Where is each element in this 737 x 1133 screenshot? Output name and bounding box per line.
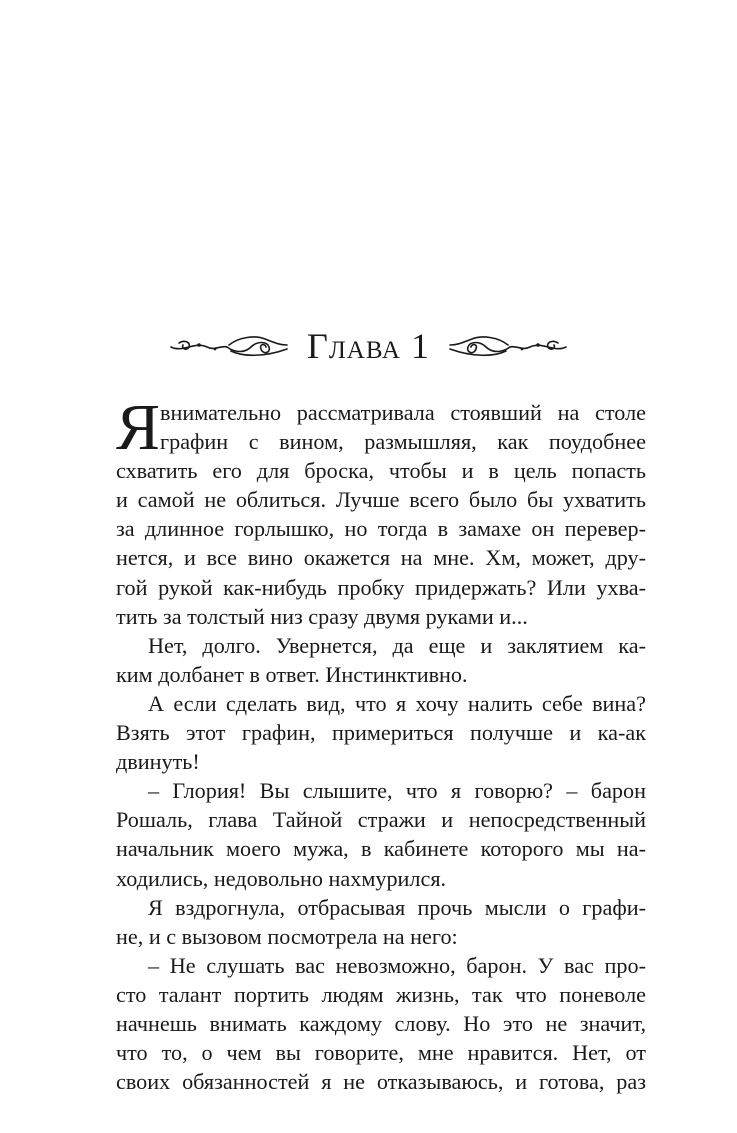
text-line: и самой не облиться. Лучше всего было бы ухватить [116, 487, 646, 513]
text-line: тить за толстый низ сразу двумя руками и... [116, 603, 528, 629]
text-line: гой рукой как-нибудь пробку придержать? Или ухва- [116, 574, 646, 600]
text-line: А если сделать вид, что я хочу налить себе вина? [148, 690, 646, 716]
text-line: Я вздрогнула, отбрасывая прочь мысли о графи- [148, 894, 646, 920]
text-line: за длинное горлышко, но тогда в замахе он перевер- [116, 516, 646, 542]
text-line: двинуть! [116, 749, 200, 775]
text-line: – Не слушать вас невозможно, барон. У вас про- [148, 952, 646, 978]
text-line: графин с вином, размышляя, как поудобнее [160, 429, 646, 455]
text-line: – Глория! Вы слышите, что я говорю? – барон [148, 778, 646, 804]
text-line: начальник моего мужа, в кабинете которого мы на- [116, 836, 646, 862]
left-flourish-ornament-icon [169, 331, 289, 361]
chapter-body-text [116, 391, 646, 1096]
text-line: внимательно рассматривала стоявший на столе [160, 400, 646, 425]
chapter-heading [0, 318, 737, 374]
text-line: нется, и все вино окажется на мне. Хм, может, дру- [116, 545, 646, 571]
text-line: Нет, долго. Увернется, да еще и заклятием ка- [148, 632, 646, 658]
text-line: ходились, недовольно нахмурился. [116, 865, 447, 891]
text-line: что то, о чем вы говорите, мне нравится. Нет, от [116, 1040, 646, 1066]
text-line: схватить его для броска, чтобы и в цель попасть [116, 458, 646, 484]
drop-cap-letter: Я [116, 391, 161, 464]
text-line: Взять этот графин, примериться получше и ка-ак [116, 720, 646, 746]
text-line: не, и с вызовом посмотрела на него: [116, 923, 458, 949]
chapter-title: Глава 1 [307, 326, 430, 366]
right-flourish-ornament-icon [448, 331, 568, 361]
text-line: начнешь внимать каждому слову. Но это не значит, [116, 1010, 646, 1036]
text-line: Рошаль, глава Тайной стражи и непосредственный [116, 807, 646, 833]
text-line: ким долбанет в ответ. Инстинктивно. [116, 661, 468, 687]
text-line: своих обязанностей я не отказываюсь, и готова, раз [116, 1069, 646, 1095]
text-line: сто талант портить людям жизнь, так что поневоле [116, 981, 646, 1007]
